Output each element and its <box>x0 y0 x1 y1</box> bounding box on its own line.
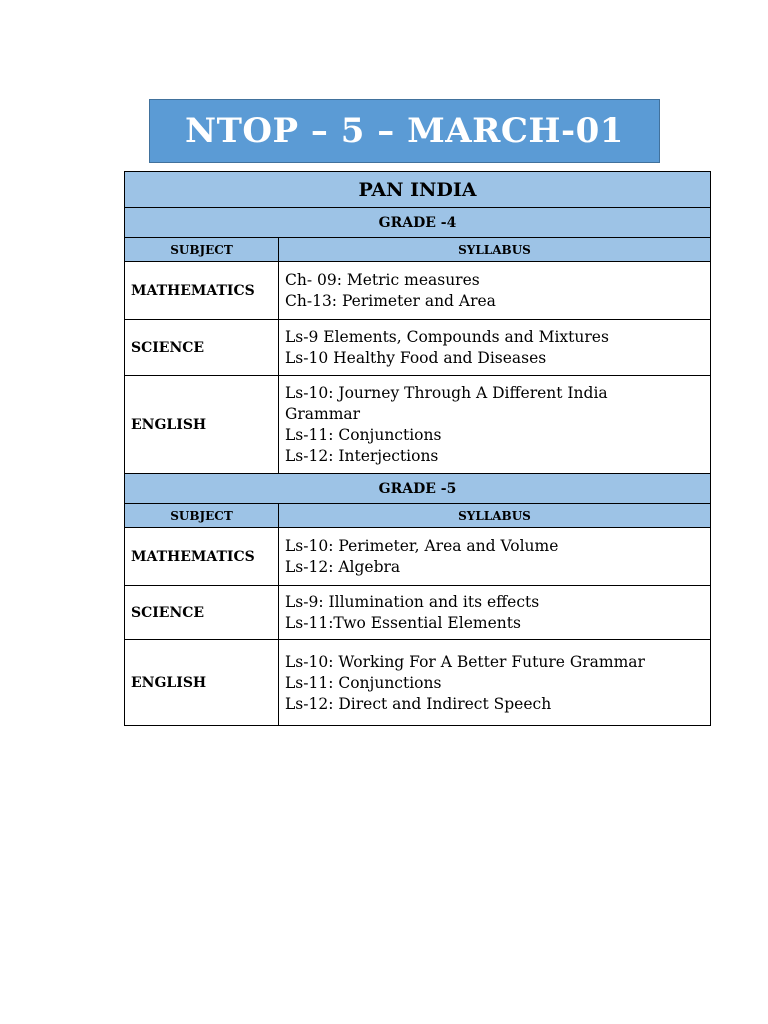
syllabus-line: Ls-11: Conjunctions <box>285 673 442 692</box>
subject-cell: MATHEMATICS <box>125 262 279 320</box>
column-header-row <box>125 504 711 528</box>
syllabus-line: Ch- 09: Metric measures <box>285 271 480 289</box>
syllabus-cell <box>279 376 711 474</box>
syllabus-line: Ls-10: Perimeter, Area and Volume <box>285 537 559 555</box>
syllabus-line: Ls-12: Algebra <box>285 558 401 576</box>
syllabus-line: Ls-12: Direct and Indirect Speech <box>285 694 552 713</box>
syllabus-cell <box>279 320 711 376</box>
syllabus-line: Ls-10: Working For A Better Future Grammar <box>285 652 645 671</box>
syllabus-line: Ls-10 Healthy Food and Diseases <box>285 349 547 367</box>
syllabus-line: Ls-11: Conjunctions <box>285 426 442 444</box>
syllabus-line: Ls-12: Interjections <box>285 447 439 465</box>
table-row <box>125 262 711 320</box>
grade-label: GRADE -5 <box>125 474 711 504</box>
syllabus-line: Ch-13: Perimeter and Area <box>285 292 496 310</box>
table-row <box>125 320 711 376</box>
syllabus-table <box>124 171 711 726</box>
table-title: PAN INDIA <box>125 172 711 208</box>
subject-cell: MATHEMATICS <box>125 528 279 586</box>
table-row <box>125 528 711 586</box>
subject-header: SUBJECT <box>125 504 279 528</box>
column-header-row <box>125 238 711 262</box>
grade-row <box>125 208 711 238</box>
syllabus-line: Ls-9 Elements, Compounds and Mixtures <box>285 328 609 346</box>
table-title-row <box>125 172 711 208</box>
subject-cell: ENGLISH <box>125 376 279 474</box>
subject-cell: SCIENCE <box>125 586 279 640</box>
syllabus-line: Ls-9: Illumination and its effects <box>285 593 540 611</box>
table-row <box>125 586 711 640</box>
syllabus-cell <box>279 528 711 586</box>
grade-row <box>125 474 711 504</box>
syllabus-header: SYLLABUS <box>279 504 711 528</box>
syllabus-cell <box>279 262 711 320</box>
subject-cell: ENGLISH <box>125 640 279 726</box>
page-title: NTOP – 5 – MARCH-01 <box>185 111 624 151</box>
grade-label: GRADE -4 <box>125 208 711 238</box>
syllabus-cell <box>279 640 711 726</box>
table-row <box>125 640 711 726</box>
syllabus-line: Ls-11:Two Essential Elements <box>285 614 521 632</box>
subject-cell: SCIENCE <box>125 320 279 376</box>
syllabus-header: SYLLABUS <box>279 238 711 262</box>
title-banner <box>149 99 660 163</box>
syllabus-line: Grammar <box>285 405 361 423</box>
syllabus-cell <box>279 586 711 640</box>
syllabus-line: Ls-10: Journey Through A Different India <box>285 384 608 402</box>
subject-header: SUBJECT <box>125 238 279 262</box>
table-row <box>125 376 711 474</box>
